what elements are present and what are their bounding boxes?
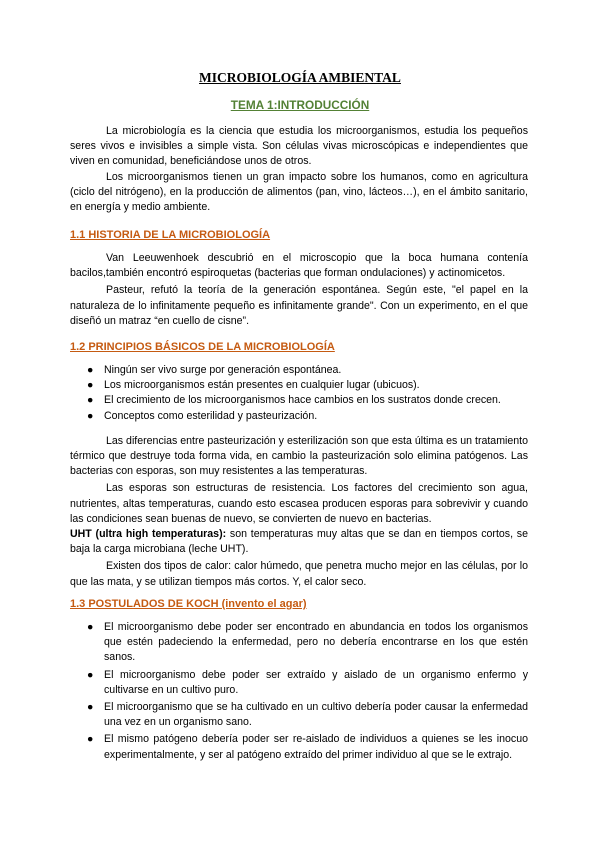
document-title: MICROBIOLOGÍA AMBIENTAL: [199, 70, 401, 85]
uht-term: UHT (ultra high temperaturas):: [70, 528, 227, 541]
spores-paragraph: Las esporas son estructuras de resistencia. Los factores del crecimiento son agua, nutrientes, altas temperaturas, cuando esto escasea producen esporas para sobrevivir y cuando las condiciones sean buenas de nuevo, se convierten de nuevo en bacterias.: [70, 482, 528, 525]
section-1-heading: 1.1 HISTORIA DE LA MICROBIOLOGÍA: [70, 229, 271, 241]
bullet-icon: ●: [87, 668, 94, 681]
bullet-icon: ●: [87, 621, 94, 633]
list-item: ● Conceptos como esterilidad y pasteurización.: [70, 409, 528, 424]
heat-types-paragraph: Existen dos tipos de calor: calor húmedo, que penetra mucho mejor en las células, por lo que las mata, y se utilizan tiempos más cortos. Y, el calor seco.: [70, 560, 528, 588]
leeuwenhoek-paragraph: Van Leeuwenhoek descubrió en el microscopio que la boca humana contenía bacilos,también encontró espiroquetas (bacterias que forman ondulaciones) y actinomicetos.: [70, 252, 528, 280]
list-item: ● El crecimiento de los microorganismos hace cambios en los sustratos donde crecen.: [70, 393, 528, 408]
intro-section: [70, 124, 528, 215]
list-item: ● El microorganismo que se ha cultivado en un cultivo debería poder causar la enfermedad una vez en un organismo sano.: [87, 701, 528, 729]
uht-definition: son temperaturas muy altas que se dan en tiempos cortos, se baja la carga microbiana (leche UHT).: [70, 528, 528, 556]
bullet-icon: ●: [87, 394, 94, 407]
bullet-icon: ●: [87, 364, 94, 376]
list-item: ● Los microorganismos están presentes en cualquier lugar (ubicuos).: [70, 378, 528, 393]
section-3-body: [70, 620, 528, 763]
bullet-icon: ●: [87, 733, 94, 746]
list-item: ● Ningún ser vivo surge por generación espontánea.: [70, 363, 528, 378]
list-item: ● El mismo patógeno debería poder ser re-aislado de individuos a quienes se les inocuo experimentalmente, y ser al patógeno extraído del primer individuo al que se le extrajo.: [87, 733, 528, 761]
section-3-heading: 1.3 POSTULADOS DE KOCH (invento el agar): [70, 598, 307, 610]
document-subtitle: TEMA 1:INTRODUCCIÓN: [230, 98, 370, 112]
section-2-heading: 1.2 PRINCIPIOS BÁSICOS DE LA MICROBIOLOGÍA: [70, 341, 335, 353]
list-item: ● El microorganismo debe poder ser extraído y aislado de un organismo enfermo y cultivarse en un cultivo puro.: [87, 668, 528, 696]
section-1-body: [70, 251, 528, 329]
uht-paragraph: [70, 527, 528, 557]
bullet-icon: ●: [87, 701, 94, 714]
bullet-icon: ●: [87, 379, 94, 392]
intro-paragraph-2: Los microorganismos tienen un gran impacto sobre los humanos, como en agricultura (ciclo del nitrógeno), en la producción de alimentos (pan, vino, lácteos…), en el ámbito sanitario, en energía y medio ambiente.: [70, 170, 528, 214]
bullet-icon: ●: [87, 409, 94, 422]
pasteur-paragraph: Pasteur, refutó la teoría de la generación espontánea. Según este, "el papel en la naturaleza de lo infinitamente pequeño es infinitamente grande". Con un experimento, en el que diseñó un matraz “en cuello de cisne”.: [70, 284, 528, 327]
intro-paragraph-1: La microbiología es la ciencia que estudia los microorganismos, estudia los pequeños seres vivos e invisibles a simple vista. Son células vivas microscópicas e independientes que viven en comunidad, beneficiándose unos de otros.: [70, 125, 528, 168]
list-item: ● El microorganismo debe poder ser encontrado en abundancia en todos los organismos que estén padeciendo la enfermedad, pero no debería encontrarse en los que estén sanos.: [87, 621, 528, 664]
principles-list: [70, 363, 528, 424]
section-2-body: [70, 363, 528, 590]
koch-postulates-list: [70, 620, 528, 763]
pasteurization-paragraph: Las diferencias entre pasteurización y esterilización son que esta última es un tratamiento térmico que destruye toda forma vida, en cambio la pasteurización solo elimina patógenos. Las bacterias con esporas, son muy resistentes a las temperaturas.: [70, 434, 528, 478]
